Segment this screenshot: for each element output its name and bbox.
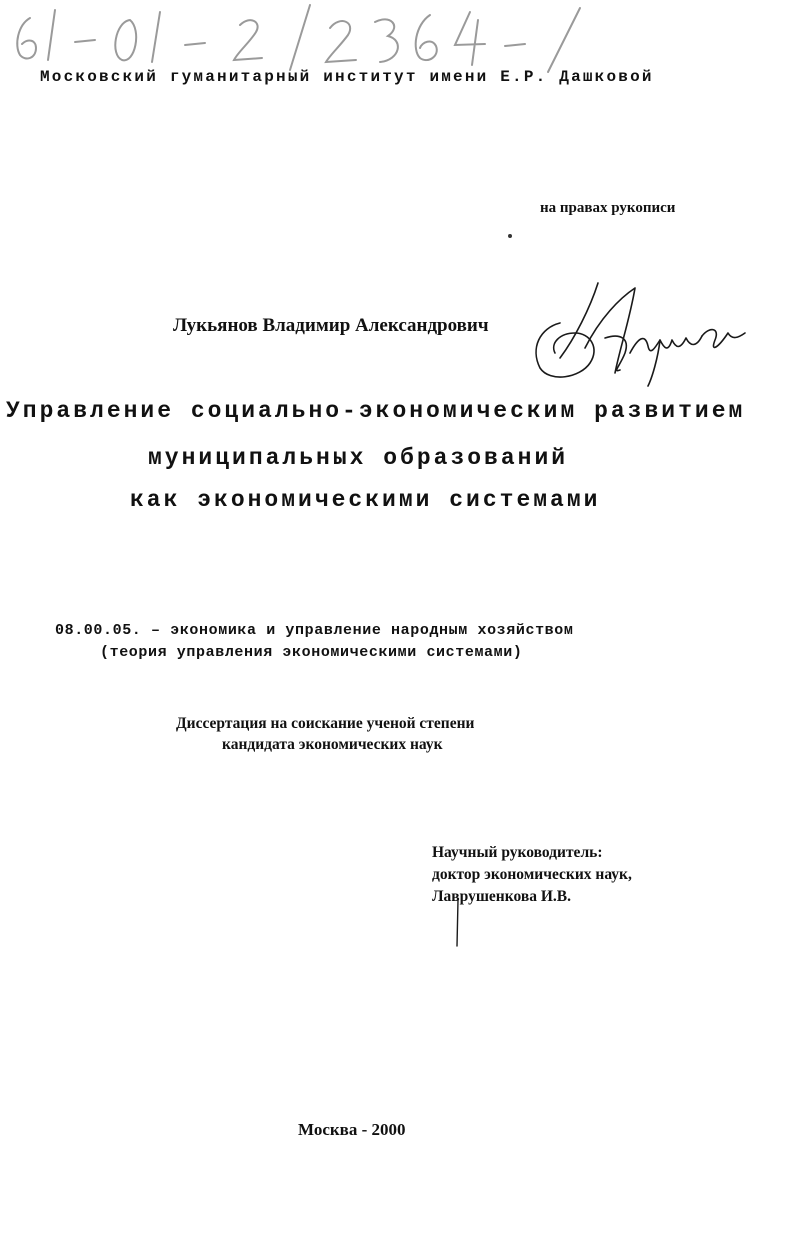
dissertation-title-line-1: Управление социально-экономическим развитием <box>6 398 746 424</box>
author-name: Лукьянов Владимир Александрович <box>173 315 489 336</box>
institution-name: Московский гуманитарный институт имени Е.Р. Дашковой <box>40 68 654 86</box>
city-year: Москва - 2000 <box>298 1120 406 1139</box>
ink-dot <box>508 234 512 238</box>
degree-line-1: Диссертация на соискание ученой степени <box>176 715 475 732</box>
author-signature <box>520 278 760 388</box>
supervisor-signature-stroke <box>454 898 462 948</box>
specialty-code-line: 08.00.05. – экономика и управление народным хозяйством <box>55 622 574 639</box>
manuscript-note: на правах рукописи <box>540 200 676 216</box>
specialty-description-line: (теория управления экономическими системами) <box>100 644 523 661</box>
dissertation-title-line-3: как экономическими системами <box>130 487 601 513</box>
supervisor-label: Научный руководитель: <box>432 844 603 861</box>
supervisor-degree: доктор экономических наук, <box>432 866 632 883</box>
supervisor-name: Лаврушенкова И.В. <box>432 888 571 905</box>
degree-line-2: кандидата экономических наук <box>222 736 443 753</box>
dissertation-title-line-2: муниципальных образований <box>148 445 569 471</box>
